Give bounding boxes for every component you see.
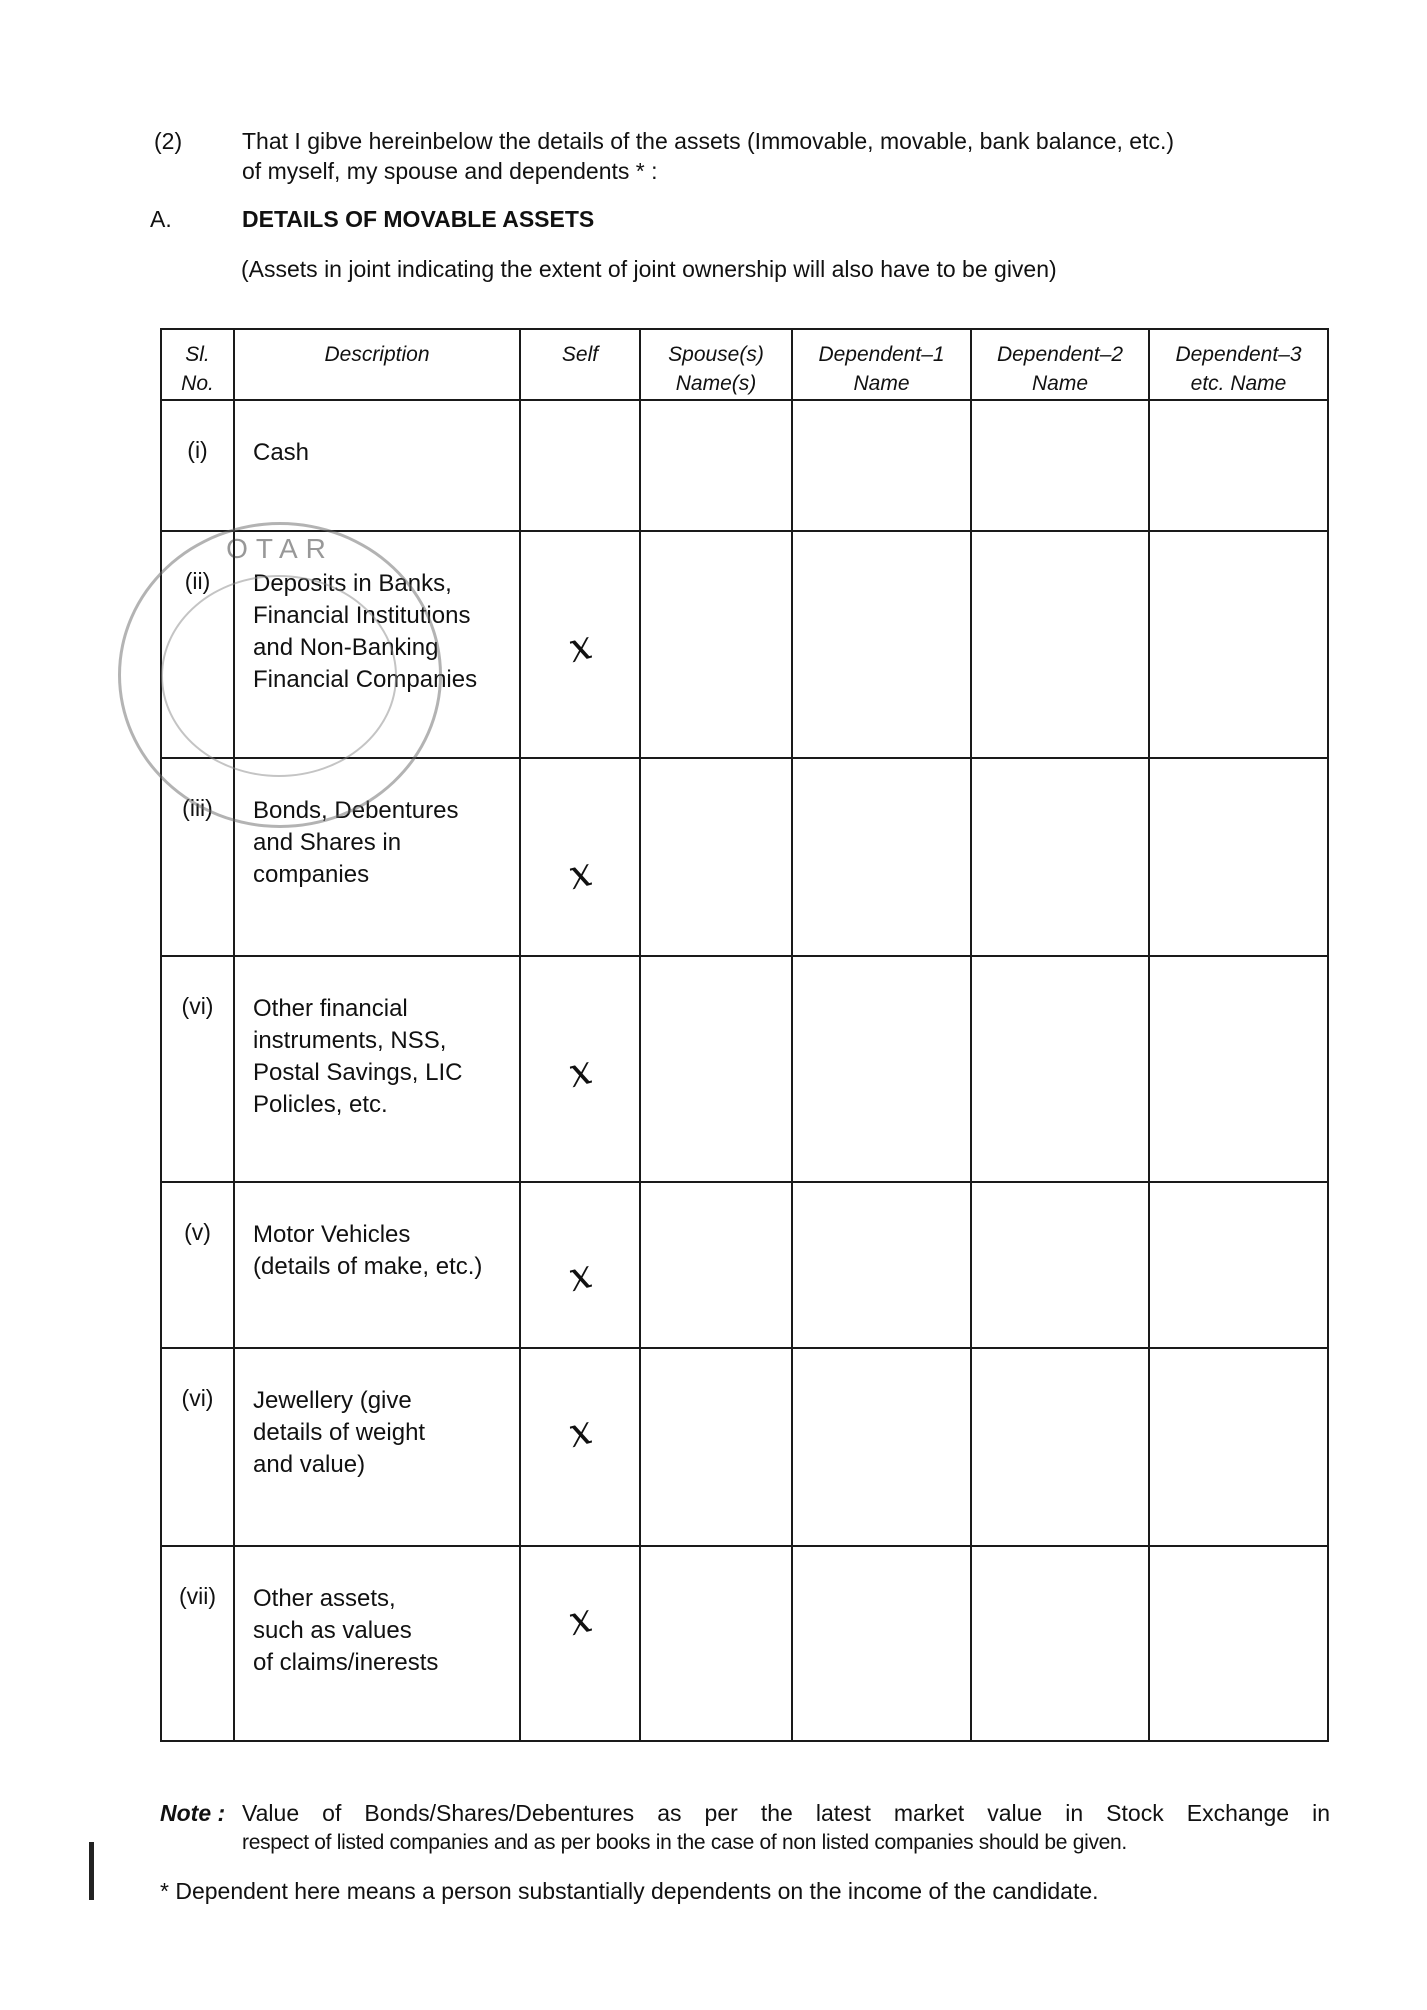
self-cell xyxy=(520,1182,640,1348)
handwritten-mark: x xyxy=(563,1251,597,1302)
header-dependent-1: Dependent–1 Name xyxy=(792,329,971,400)
dependent-1-cell xyxy=(792,531,971,757)
self-cell xyxy=(520,1348,640,1545)
table-row xyxy=(161,531,1328,757)
row-description: Jewellery (give details of weight and value) xyxy=(234,1348,520,1545)
movable-assets-table xyxy=(160,328,1329,1742)
spouse-cell xyxy=(640,1546,792,1741)
note-label: Note : xyxy=(160,1800,226,1826)
dependent-1-cell xyxy=(792,400,971,531)
dependent-1-cell xyxy=(792,1182,971,1348)
row-description: Cash xyxy=(234,400,520,531)
paragraph-text xyxy=(242,126,1332,186)
handwritten-mark: x xyxy=(563,1594,597,1645)
spouse-cell xyxy=(640,531,792,757)
dependent-3-cell xyxy=(1149,1546,1328,1741)
header-self: Self xyxy=(520,329,640,400)
note-line-1: Value of Bonds/Shares/Debentures as per the latest market value in Stock Exchange in xyxy=(242,1800,1330,1826)
header-spouse: Spouse(s) Name(s) xyxy=(640,329,792,400)
self-cell xyxy=(520,956,640,1182)
table-row xyxy=(161,758,1328,956)
dependent-2-cell xyxy=(971,1348,1149,1545)
row-sl-no: (vii) xyxy=(161,1546,234,1741)
paragraph-line-2: of myself, my spouse and dependents * : xyxy=(242,158,658,184)
dependent-2-cell xyxy=(971,531,1149,757)
row-sl-no: (v) xyxy=(161,1182,234,1348)
table-header-row xyxy=(161,329,1328,400)
spouse-cell xyxy=(640,956,792,1182)
row-description: Bonds, Debentures and Shares in companies xyxy=(234,758,520,956)
dependent-2-cell xyxy=(971,1546,1149,1741)
row-description: Deposits in Banks, Financial Institutions and Non-Banking Financial Companies xyxy=(234,531,520,757)
margin-mark xyxy=(89,1842,94,1900)
self-cell xyxy=(520,1546,640,1741)
spouse-cell xyxy=(640,1182,792,1348)
dependent-1-cell xyxy=(792,1348,971,1545)
dependent-2-cell xyxy=(971,956,1149,1182)
dependent-1-cell xyxy=(792,956,971,1182)
table-row xyxy=(161,1546,1328,1741)
row-description: Motor Vehicles (details of make, etc.) xyxy=(234,1182,520,1348)
spouse-cell xyxy=(640,400,792,531)
row-sl-no: (vi) xyxy=(161,1348,234,1545)
header-description: Description xyxy=(234,329,520,400)
dependent-3-cell xyxy=(1149,956,1328,1182)
dependent-1-cell xyxy=(792,758,971,956)
note-line-2: respect of listed companies and as per books in the case of non listed companies should be given. xyxy=(242,1831,1127,1854)
stamp-text: OTAR xyxy=(226,533,334,564)
self-cell xyxy=(520,531,640,757)
section-title: DETAILS OF MOVABLE ASSETS xyxy=(242,206,595,232)
row-sl-no: (i) xyxy=(161,400,234,531)
dependent-3-cell xyxy=(1149,1182,1328,1348)
header-dependent-3: Dependent–3 etc. Name xyxy=(1149,329,1328,400)
handwritten-mark: x xyxy=(563,622,597,673)
row-sl-no: (iii) xyxy=(161,758,234,956)
row-description: Other financial instruments, NSS, Postal Savings, LIC Policles, etc. xyxy=(234,956,520,1182)
spouse-cell xyxy=(640,1348,792,1545)
spouse-cell xyxy=(640,758,792,956)
header-dependent-2: Dependent–2 Name xyxy=(971,329,1149,400)
section-letter: A. xyxy=(150,206,172,232)
paragraph-number: (2) xyxy=(154,128,183,154)
row-description: Other assets, such as values of claims/inerests xyxy=(234,1546,520,1741)
table-row xyxy=(161,400,1328,531)
handwritten-mark: x xyxy=(563,1407,597,1458)
dependent-3-cell xyxy=(1149,531,1328,757)
self-cell xyxy=(520,400,640,531)
dependent-2-cell xyxy=(971,1182,1149,1348)
handwritten-mark: x xyxy=(563,848,597,899)
dependent-2-cell xyxy=(971,758,1149,956)
row-sl-no: (vi) xyxy=(161,956,234,1182)
dependent-3-cell xyxy=(1149,758,1328,956)
handwritten-mark: x xyxy=(563,1046,597,1097)
paragraph-line-1: That I gibve hereinbelow the details of the assets (Immovable, movable, bank balance, etc.) xyxy=(242,128,1175,154)
section-subtitle: (Assets in joint indicating the extent of joint ownership will also have to be given) xyxy=(241,256,1057,282)
self-cell xyxy=(520,758,640,956)
table-row xyxy=(161,956,1328,1182)
dependent-3-cell xyxy=(1149,1348,1328,1545)
table-row xyxy=(161,1182,1328,1348)
dependent-2-cell xyxy=(971,400,1149,531)
dependent-3-cell xyxy=(1149,400,1328,531)
dependent-footnote: * Dependent here means a person substantially dependents on the income of the candidate. xyxy=(160,1878,1099,1904)
dependent-1-cell xyxy=(792,1546,971,1741)
header-sl-no: Sl. No. xyxy=(161,329,234,400)
row-sl-no: (ii) xyxy=(161,531,234,757)
table-row xyxy=(161,1348,1328,1545)
